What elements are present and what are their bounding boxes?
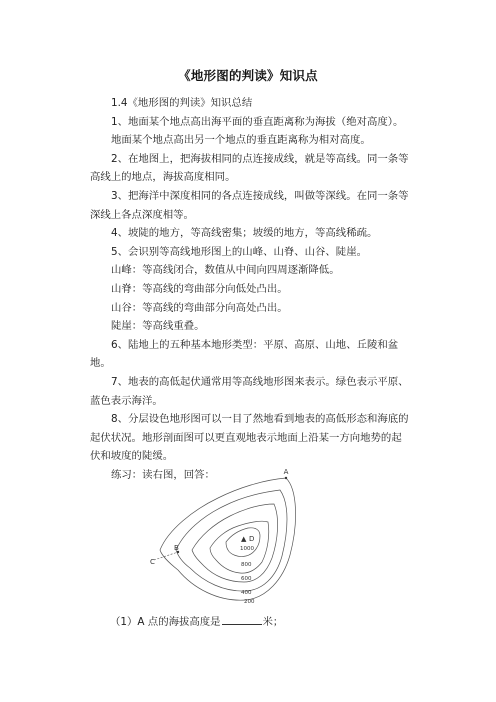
point-label-c: C [150, 558, 155, 566]
point-label-d: D [249, 535, 255, 543]
point-label-a: A [283, 468, 289, 476]
paragraph-1: 1、地面某个地点高出海平面的垂直距离称为海拔（绝对高度）。 [111, 115, 404, 128]
contour-line-400 [176, 490, 287, 591]
paragraph-peak: 山峰：等高线闭合，数值从中间向四周逐渐降低。 [111, 264, 340, 277]
paragraph-4: 4、坡陡的地方，等高线密集；坡缓的地方，等高线稀疏。 [111, 227, 378, 240]
paragraph-1b: 地面某个地点高出另一个地点的垂直距离称为相对高度。 [111, 134, 371, 147]
paragraph-6: 6、陆地上的五种基本地形类型：平原、高原、山地、丘陵和盆地。 [90, 338, 399, 370]
question-1-prefix: （1）A 点的海拔高度是 [110, 616, 221, 628]
paragraph-2: 2、在地图上，把海拔相同的点连接成线，就是等高线。同一条等高线上的地点，海拔高度相同。 [90, 152, 409, 184]
paragraph-8: 8、分层设色地形图可以一目了然地看到地表的高低形态和海底的起伏状况。地形剖面图可以更直观地表示地面上沿某一方向地势的起伏和坡度的陡缓。 [90, 413, 409, 463]
question-1-suffix: 米； [262, 616, 284, 628]
contour-label-600: 600 [241, 576, 252, 582]
peak-symbol-icon: ▲ [241, 535, 247, 543]
contour-map-icon [148, 470, 308, 605]
section-heading: 1.4《地形图的判读》知识总结 [111, 97, 253, 109]
contour-line-200 [160, 478, 296, 600]
document-title: 《地形图的判读》知识点 [178, 68, 318, 83]
paragraph-3: 3、把海洋中深度相同的各点连接成线，叫做等深线。在同一条等深线上各点深度相等。 [90, 189, 409, 221]
answer-blank[interactable] [222, 614, 262, 625]
point-label-b: B [174, 544, 179, 552]
paragraph-ridge: 山脊：等高线的弯曲部分向低处凸出。 [111, 282, 288, 295]
exercise-prompt: 练习：读右图，回答： [111, 468, 215, 481]
contour-label-800: 800 [241, 562, 252, 568]
document-body [90, 94, 412, 484]
paragraph-valley: 山谷：等高线的弯曲部分向高处凸出。 [111, 301, 288, 314]
contour-line-600 [192, 504, 278, 582]
paragraph-cliff: 陡崖：等高线重叠。 [111, 320, 205, 333]
contour-label-400: 400 [241, 590, 252, 596]
contour-label-200: 200 [244, 599, 255, 605]
paragraph-5: 5、会识别等高线地形图上的山峰、山脊、山谷、陡崖。 [111, 245, 367, 258]
paragraph-7: 7、地表的高低起伏通常用等高线地形图来表示。绿色表示平原、蓝色表示海洋。 [90, 375, 409, 407]
contour-label-1000: 1000 [240, 546, 254, 552]
question-1 [110, 613, 283, 628]
contour-map-figure [148, 470, 308, 605]
